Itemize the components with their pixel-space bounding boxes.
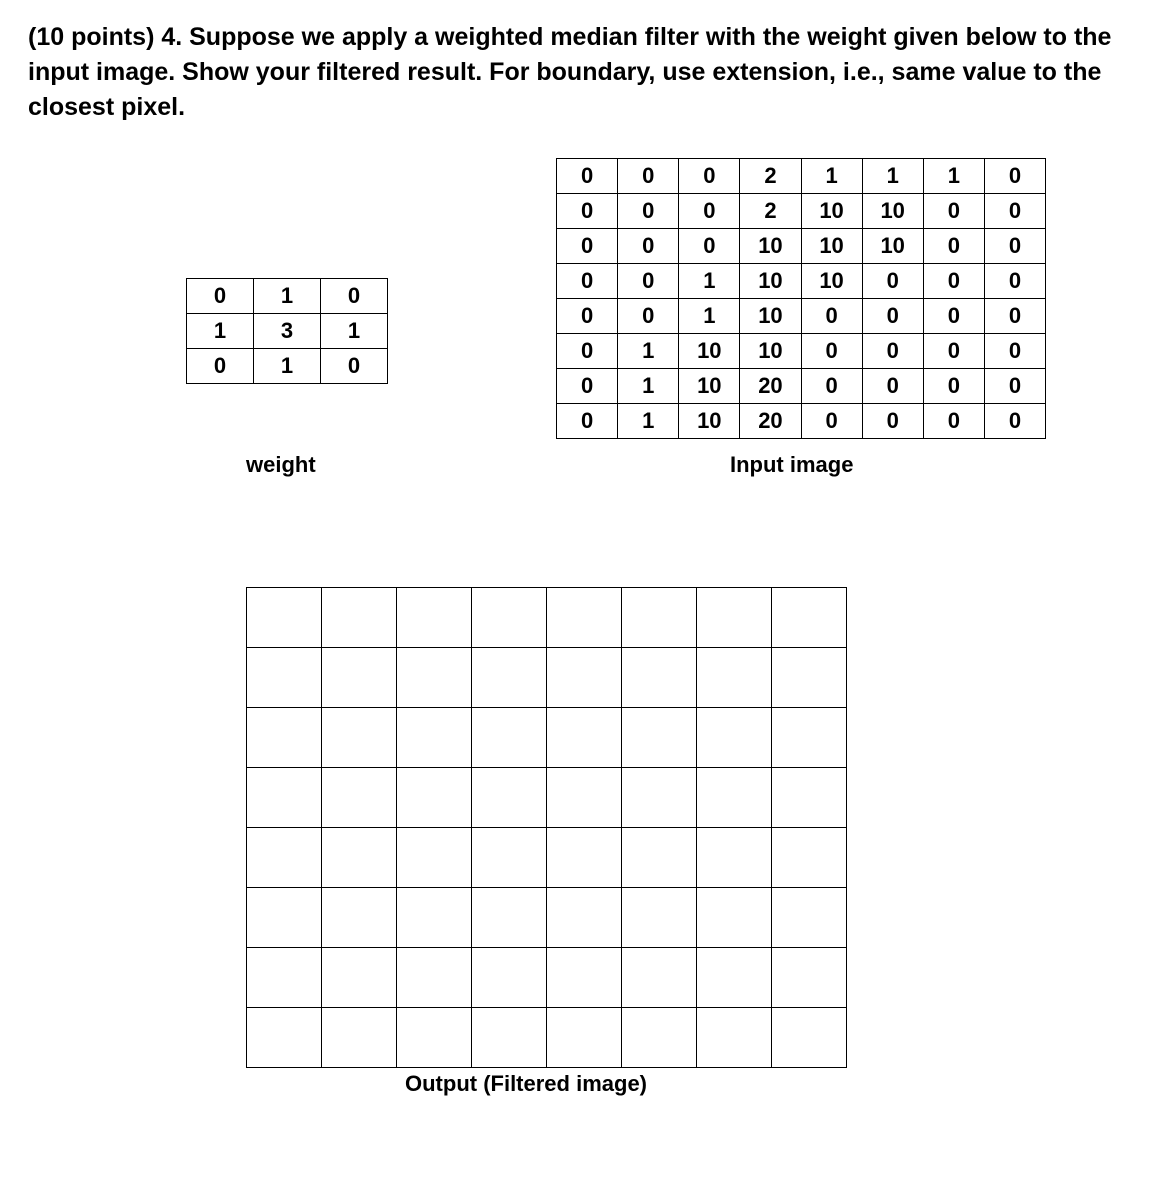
input-cell: 0 <box>618 194 679 229</box>
input-row <box>557 334 1046 369</box>
input-cell: 0 <box>679 159 740 194</box>
input-cell: 0 <box>557 404 618 439</box>
input-cell: 0 <box>923 334 984 369</box>
input-cell: 0 <box>862 404 923 439</box>
input-cell: 1 <box>618 404 679 439</box>
output-cell[interactable] <box>472 1008 547 1068</box>
output-cell[interactable] <box>397 948 472 1008</box>
weight-cell: 1 <box>187 314 254 349</box>
input-cell: 0 <box>984 264 1045 299</box>
output-cell[interactable] <box>547 888 622 948</box>
output-cell[interactable] <box>472 888 547 948</box>
output-cell[interactable] <box>697 1008 772 1068</box>
output-cell[interactable] <box>397 648 472 708</box>
output-cell[interactable] <box>397 828 472 888</box>
input-row <box>557 369 1046 404</box>
output-row <box>247 648 847 708</box>
input-cell: 0 <box>923 229 984 264</box>
input-cell: 0 <box>862 264 923 299</box>
output-cell[interactable] <box>772 648 847 708</box>
input-cell: 0 <box>801 404 862 439</box>
output-cell[interactable] <box>547 948 622 1008</box>
input-row <box>557 194 1046 229</box>
weight-cell: 0 <box>187 279 254 314</box>
input-cell: 10 <box>740 264 801 299</box>
input-cell: 10 <box>740 299 801 334</box>
output-cell[interactable] <box>322 588 397 648</box>
output-cell[interactable] <box>397 888 472 948</box>
output-cell[interactable] <box>322 948 397 1008</box>
input-cell: 0 <box>984 299 1045 334</box>
output-row <box>247 708 847 768</box>
weight-cell: 1 <box>321 314 388 349</box>
output-cell[interactable] <box>547 648 622 708</box>
output-image-grid <box>246 587 847 1068</box>
input-cell: 10 <box>679 334 740 369</box>
input-cell: 0 <box>618 299 679 334</box>
output-cell[interactable] <box>472 648 547 708</box>
output-row <box>247 588 847 648</box>
input-cell: 2 <box>740 159 801 194</box>
input-cell: 20 <box>740 369 801 404</box>
output-cell[interactable] <box>697 948 772 1008</box>
input-cell: 0 <box>618 159 679 194</box>
output-cell[interactable] <box>547 708 622 768</box>
input-cell: 0 <box>557 369 618 404</box>
input-cell: 0 <box>984 404 1045 439</box>
output-cell[interactable] <box>322 828 397 888</box>
output-cell[interactable] <box>322 768 397 828</box>
input-cell: 1 <box>679 299 740 334</box>
input-cell: 0 <box>679 194 740 229</box>
output-cell[interactable] <box>622 1008 697 1068</box>
weight-row <box>187 349 388 384</box>
input-cell: 10 <box>801 194 862 229</box>
input-row <box>557 404 1046 439</box>
input-cell: 1 <box>618 369 679 404</box>
input-cell: 0 <box>862 334 923 369</box>
output-cell[interactable] <box>622 888 697 948</box>
weight-cell: 0 <box>187 349 254 384</box>
output-cell[interactable] <box>397 1008 472 1068</box>
input-row <box>557 264 1046 299</box>
output-cell[interactable] <box>472 948 547 1008</box>
output-cell[interactable] <box>772 948 847 1008</box>
input-cell: 10 <box>740 229 801 264</box>
output-cell[interactable] <box>247 708 322 768</box>
weight-matrix <box>186 278 388 384</box>
input-cell: 10 <box>801 229 862 264</box>
input-cell: 0 <box>984 159 1045 194</box>
weight-row <box>187 314 388 349</box>
input-cell: 0 <box>557 264 618 299</box>
input-row <box>557 299 1046 334</box>
output-cell[interactable] <box>697 828 772 888</box>
output-cell[interactable] <box>697 588 772 648</box>
input-image-caption: Input image <box>730 452 854 477</box>
output-cell[interactable] <box>322 708 397 768</box>
input-cell: 0 <box>862 369 923 404</box>
weight-caption: weight <box>246 452 316 477</box>
input-cell: 0 <box>557 334 618 369</box>
weight-cell: 1 <box>254 349 321 384</box>
output-cell[interactable] <box>547 768 622 828</box>
output-row <box>247 828 847 888</box>
output-cell[interactable] <box>397 588 472 648</box>
input-cell: 10 <box>862 194 923 229</box>
input-cell: 0 <box>923 194 984 229</box>
input-cell: 0 <box>557 299 618 334</box>
problem-statement: (10 points) 4. Suppose we apply a weighted median filter with the weight given below to the input image. Show your filtered result. For boundary, use extension, i.e., same value to the closest pixel. <box>28 23 1112 121</box>
output-cell[interactable] <box>697 648 772 708</box>
output-cell[interactable] <box>472 768 547 828</box>
input-cell: 10 <box>862 229 923 264</box>
input-cell: 20 <box>740 404 801 439</box>
weight-cell: 1 <box>254 279 321 314</box>
output-cell[interactable] <box>247 648 322 708</box>
input-cell: 0 <box>862 299 923 334</box>
input-cell: 1 <box>923 159 984 194</box>
output-cell[interactable] <box>622 948 697 1008</box>
output-row <box>247 948 847 1008</box>
output-cell[interactable] <box>247 588 322 648</box>
output-cell[interactable] <box>397 768 472 828</box>
input-cell: 0 <box>801 299 862 334</box>
weight-cell: 0 <box>321 349 388 384</box>
input-cell: 0 <box>923 369 984 404</box>
input-cell: 0 <box>984 369 1045 404</box>
weight-row <box>187 279 388 314</box>
input-cell: 0 <box>984 334 1045 369</box>
input-cell: 10 <box>740 334 801 369</box>
output-cell[interactable] <box>622 588 697 648</box>
output-cell[interactable] <box>397 708 472 768</box>
input-cell: 1 <box>862 159 923 194</box>
output-cell[interactable] <box>472 588 547 648</box>
output-cell[interactable] <box>322 888 397 948</box>
input-cell: 0 <box>679 229 740 264</box>
input-cell: 2 <box>740 194 801 229</box>
input-cell: 0 <box>557 229 618 264</box>
output-cell[interactable] <box>622 648 697 708</box>
output-cell[interactable] <box>697 768 772 828</box>
input-cell: 0 <box>984 194 1045 229</box>
input-image-matrix <box>556 158 1046 439</box>
output-row <box>247 1008 847 1068</box>
input-cell: 0 <box>801 369 862 404</box>
output-cell[interactable] <box>322 648 397 708</box>
output-cell[interactable] <box>622 768 697 828</box>
input-cell: 0 <box>557 159 618 194</box>
output-cell[interactable] <box>772 888 847 948</box>
output-cell[interactable] <box>622 828 697 888</box>
input-cell: 1 <box>679 264 740 299</box>
output-cell[interactable] <box>772 768 847 828</box>
input-cell: 0 <box>618 229 679 264</box>
output-cell[interactable] <box>322 1008 397 1068</box>
output-cell[interactable] <box>547 828 622 888</box>
input-row <box>557 159 1046 194</box>
input-row <box>557 229 1046 264</box>
input-cell: 1 <box>618 334 679 369</box>
input-cell: 0 <box>618 264 679 299</box>
weight-cell: 3 <box>254 314 321 349</box>
input-cell: 0 <box>801 334 862 369</box>
output-cell[interactable] <box>547 1008 622 1068</box>
output-cell[interactable] <box>772 588 847 648</box>
input-cell: 0 <box>923 264 984 299</box>
output-cell[interactable] <box>472 828 547 888</box>
output-cell[interactable] <box>247 768 322 828</box>
input-cell: 0 <box>923 404 984 439</box>
input-cell: 0 <box>923 299 984 334</box>
output-cell[interactable] <box>622 708 697 768</box>
output-image-caption: Output (Filtered image) <box>405 1071 647 1096</box>
output-cell[interactable] <box>247 888 322 948</box>
output-cell[interactable] <box>772 828 847 888</box>
input-cell: 10 <box>679 369 740 404</box>
output-cell[interactable] <box>772 1008 847 1068</box>
output-cell[interactable] <box>547 588 622 648</box>
output-cell[interactable] <box>772 708 847 768</box>
output-cell[interactable] <box>472 708 547 768</box>
input-cell: 10 <box>679 404 740 439</box>
output-cell[interactable] <box>697 708 772 768</box>
input-cell: 0 <box>984 229 1045 264</box>
output-cell[interactable] <box>697 888 772 948</box>
output-row <box>247 768 847 828</box>
weight-cell: 0 <box>321 279 388 314</box>
output-cell[interactable] <box>247 828 322 888</box>
input-cell: 1 <box>801 159 862 194</box>
output-cell[interactable] <box>247 1008 322 1068</box>
input-cell: 0 <box>557 194 618 229</box>
output-cell[interactable] <box>247 948 322 1008</box>
output-row <box>247 888 847 948</box>
input-cell: 10 <box>801 264 862 299</box>
